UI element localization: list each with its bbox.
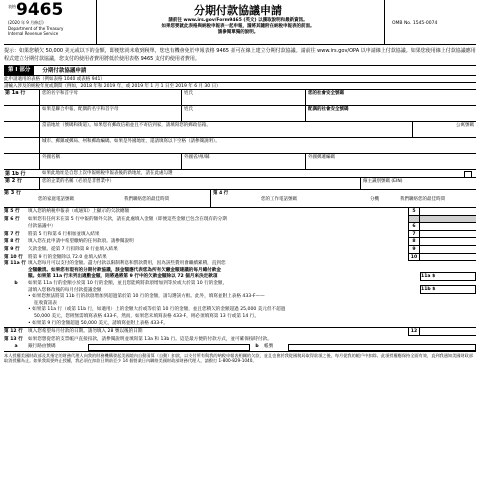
tax-year-field-label: 請輸入涉及的納稅年度或期間（例如，2018 年和 2019 年，或 2019 年 1 月 1 日至 2019 年 6 月 30 日） — [4, 84, 221, 89]
address-field[interactable]: 當前地址（號碼和街道）。如果您有郵政信箱並且不寄信到家，請填寫您的郵政信箱。 — [39, 122, 412, 137]
home-best-time-field[interactable]: 我們聯絡您的最佳時間 — [124, 197, 169, 202]
name-row — [4, 90, 476, 106]
foreign-address-row — [4, 154, 476, 170]
amount-lines — [4, 208, 476, 261]
omb-number: OMB No. 1545-0074 — [392, 21, 438, 26]
line-11a-label: 第 11a 行 — [4, 261, 26, 267]
header-instruction-3: 請參閱單獨的說明。 — [217, 30, 259, 35]
line-2-label: 第 2 行 — [5, 178, 22, 184]
ein-field[interactable]: 僱主識別號碼 (EIN) — [360, 178, 476, 189]
line-9-row: 第 9 行 欠款金額。從第 7 行扣除第 8 行並填入結果 9 — [4, 246, 476, 254]
line-11a-text-2: 全額繳清。如果您有現有的分期付款協議，該金額應代表您為所有欠繳金額建議的每月總付款金 — [28, 267, 221, 273]
line-11a-text-1: 填入您每月可以支付的金額。盡力付款以限制利息和罰款費用，因為該些費用會繼續累積，直到您 — [28, 261, 226, 267]
bullet-2-continued: 50,000 美元，您則無需填寫表格 433-F。然而，如果您未填寫表格 433-F，則必須填寫第 13 行或第 14 行。 — [34, 313, 259, 319]
line-9-amount[interactable] — [419, 246, 476, 254]
line-11b-text-2: 請填入您修改後的每月付款提議金額 — [28, 287, 102, 293]
first-name-field[interactable]: 您的名字和首字母 — [39, 90, 181, 105]
city-row — [4, 138, 476, 154]
line-11a-block — [4, 261, 476, 281]
line-7-amount[interactable] — [419, 231, 476, 239]
bullet-1: • 如果您無法將第 11b 行的款項增加到超過第於第 10 行的金額，請勾選該方框。此外，填寫並附上表格 433-F—— — [28, 294, 265, 300]
line-10-amount[interactable] — [419, 254, 476, 262]
form-header — [4, 0, 476, 45]
header-divider-left — [96, 0, 97, 44]
apt-field[interactable]: 公寓號碼 — [412, 122, 476, 137]
line-12-row: 第 12 行 填入您希望每月付款的日期。請勿填入 28 號以後的日期 12 — [4, 327, 476, 336]
line-3-block — [4, 190, 210, 207]
foreign-postal-field[interactable]: 外國郵遞編碼 — [305, 154, 476, 169]
address-row — [4, 122, 476, 138]
line-1b-text: 如果此地址是自您上次申報納稅申報表後的新地址，請在此處勾選 — [42, 171, 173, 176]
line-7-row: 第 7 行 將第 5 行和第 6 行相加並填入結果 7 — [4, 231, 476, 239]
work-best-time-field[interactable]: 我們聯絡您的最佳時間 — [400, 197, 445, 202]
form-type-field-label: 此申請適用的表格（例如表格 1040 或表格 941） — [4, 77, 105, 82]
spouse-last-name-field[interactable]: 姓氏 — [181, 106, 305, 121]
foreign-country-field[interactable]: 外國名稱 — [39, 154, 181, 169]
line-8-row: 第 8 行 填入您在此申請中希望繳納的任何款項。請參閱說明 8 — [4, 238, 476, 246]
spouse-first-name-field[interactable]: 如果是聯合申報，配偶的名字和首字母 — [39, 106, 181, 121]
bullet-3: • 如果第 9 行的金額超過 50,000 美元，請填寫並附上表格 433-F。 — [28, 320, 169, 326]
line-11b-amount[interactable]: 11b $ — [420, 285, 476, 294]
authorization-text: 本人授權美國財政部及其指定的財務代理人向我的財務機構發起美國境內自動清算（自動）扣款，以支付所有與我的納稅申報表相關的欠款，並且也會於我從國稅局取得款項之後，每月從我的帳戶中扣除。此項授權應保持全面有效，直到我通知美國財政部取消授權為止。如果我需要終止授權，我必須在扣款日期前至少 14 個營業日內聯絡美國財政部財務代理人，請撥打 1-800-829-1040。 — [4, 352, 474, 364]
line-11b-text-1: 如果第 11a 行的金額小於第 10 行的金額，並且您能夠將款項增加到等於或大於第 10 行的金額， — [28, 280, 228, 286]
bullet-2: • 如果第 11a 行（或第 11b 行，如適用）上的金額大於或等於第 10 行的金額，並且您積欠的金額超過 25,000 美元但不超過 — [28, 307, 286, 313]
form-label: 表格 — [8, 4, 16, 9]
line-1b-label: 第 1b 行 — [5, 171, 26, 177]
part-1-title: 分期付款協議申請 — [42, 67, 87, 74]
foreign-province-field[interactable]: 外國省/州/縣 — [181, 154, 305, 169]
line-5-row: 第 5 行 填入您的納稅申報表（或通知）上顯示的欠款總額 5 — [4, 208, 476, 216]
form-revision: (2020 年 9 月修訂) — [8, 20, 44, 25]
header-divider-right — [384, 0, 385, 44]
line-4-label: 第 4 行 — [213, 191, 229, 196]
account-number-label: 帳號 — [264, 344, 274, 350]
line-13-fields-row: a 銀行路由號碼 b 帳號 — [4, 343, 476, 352]
header-instruction-1: 請前往 www.irs.gov/Form9465 (英文) 以獲取說明和最新資訊。 — [168, 18, 308, 23]
ssn-field[interactable]: 您的社會安全號碼 — [305, 90, 476, 105]
line-10-row: 第 10 行 將第 9 行的金額除以 72.0 並填入結果 10 — [4, 254, 476, 262]
form-title: 分期付款協議申請 — [194, 4, 282, 17]
line-11b-block — [4, 281, 476, 294]
agency-name: Internal Revenue Service — [8, 31, 59, 36]
line-11b-label: b — [14, 280, 18, 286]
routing-number-label: 銀行路由號碼 — [28, 344, 56, 350]
phone-row — [4, 190, 476, 208]
line-11a-amount[interactable]: 11a $ — [420, 272, 476, 281]
spouse-ssn-field[interactable]: 配偶的社會安全號碼 — [305, 106, 476, 121]
form-type-row[interactable] — [4, 76, 476, 83]
line-6-amount[interactable] — [419, 223, 476, 231]
new-address-checkbox[interactable] — [464, 171, 472, 178]
line-8-amount[interactable] — [419, 238, 476, 246]
line-5-amount[interactable] — [419, 208, 476, 216]
form-metadata — [8, 20, 94, 37]
part-1-header — [4, 65, 476, 76]
account-number-field[interactable] — [288, 344, 476, 351]
tax-year-row[interactable] — [4, 83, 476, 90]
last-name-field[interactable]: 姓氏 — [181, 90, 305, 105]
department-name: Department of the Treasury — [8, 25, 64, 31]
line-11-bullets — [4, 294, 476, 327]
line-6-row: 第 6 行 如果您有任何未在第 5 行中報的額外欠款，請在此處填入金額（即便這些金額已包含在現有的分期 — [4, 216, 476, 224]
form-number: 9465 — [16, 0, 64, 20]
intro-tip: 提示：如果您積欠 50,000 美元或以下的金額，即便您尚未收到稅單，您也有機會免於申報表格 9465 並可在線上建立分期付款協議。請前往 www.irs.gov/OPA 以申請線上付款協議。如果您使用線上付款協議應用程式建立分期付款協議，您支付的使用者費用將低於使用表格 9465 支付的使用者費用。 — [4, 48, 476, 62]
bullet-1-continued: 征收資訊表 — [34, 300, 57, 306]
line-1b-row — [4, 170, 476, 178]
line-13-row: 第 13 行 如果您想從您的支票帳戶直接扣款，請參閱說明並填寫第 13a 和 13b 行。這是最方便的付款方式，並可確保按時付款。 — [4, 336, 272, 342]
line-1a-label: 第 1a 行 — [5, 90, 26, 96]
line-6-continued-row: 付款協議中） 6 — [4, 223, 476, 231]
header-instruction-2: 如果您要就此表格與納稅申報表一起申報，請將其隨附在納稅申報表的前面。 — [161, 24, 315, 29]
payment-day-field[interactable] — [419, 328, 476, 336]
line-4-block — [210, 190, 476, 207]
part-1-label: 第 I 部分 — [4, 66, 34, 75]
spouse-row — [4, 106, 476, 122]
business-name-field[interactable]: 您的企業的名稱（必須是非營業中） — [39, 178, 360, 189]
line-3-label: 第 3 行 — [4, 190, 21, 196]
line-11a-text-3: 額。如果第 11a 行未列出適數金額，則將過將第 9 行中的欠款金額除以 72 個月來決定款項 — [28, 274, 218, 280]
city-field[interactable]: 城市、郵鎮或郵局、州和郵政編碼。如果是外國地址，還請填寫以下空格（請參閱說明）。 — [39, 138, 476, 153]
extension-field[interactable]: 分機 — [370, 197, 379, 202]
work-phone-field[interactable]: 您的工作電話號碼 — [261, 197, 297, 202]
home-phone-field[interactable]: 您的家庭電話號碼 — [38, 197, 74, 202]
routing-number-field[interactable] — [88, 344, 250, 351]
line-2-row — [4, 178, 476, 190]
